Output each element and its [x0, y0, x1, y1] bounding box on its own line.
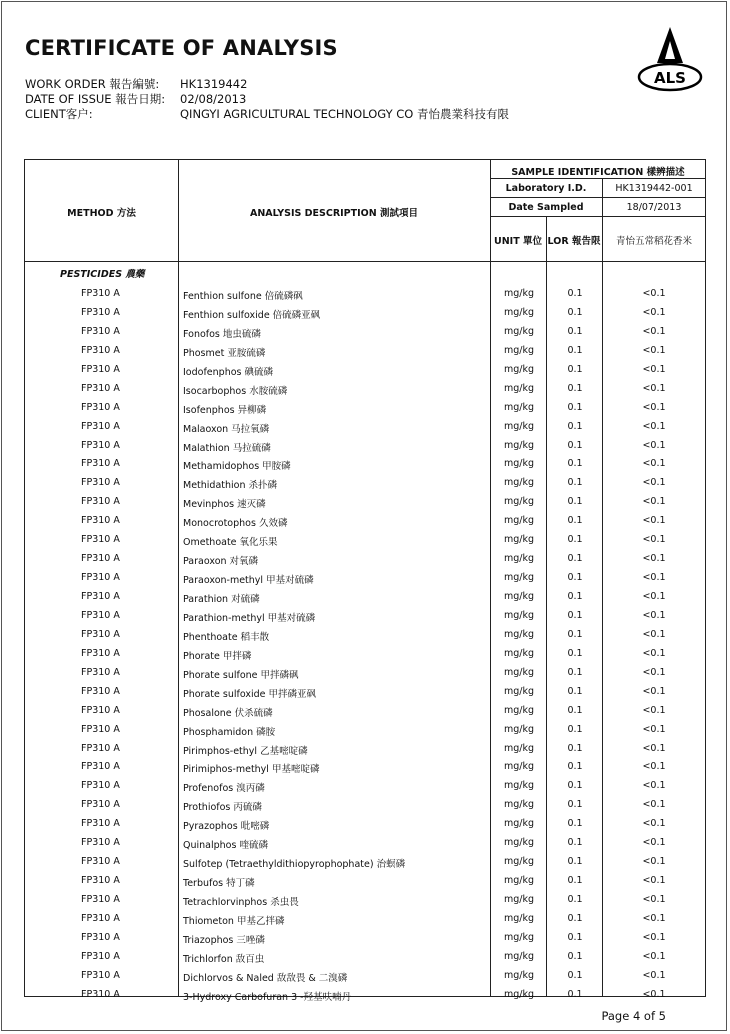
work-order-label: WORK ORDER 報告編號:: [25, 77, 160, 91]
date-sampled-label: Date Sampled: [508, 202, 584, 213]
row-description: Thiometon 甲基乙拌磷: [183, 915, 285, 927]
table-row: [25, 873, 705, 892]
row-lor: 0.1: [567, 477, 583, 489]
row-method: FP310 A: [81, 363, 120, 375]
row-unit: mg/kg: [503, 420, 535, 432]
row-description: Omethoate 氧化乐果: [183, 537, 278, 549]
table-row: [25, 456, 705, 475]
row-unit: mg/kg: [503, 515, 535, 527]
table-row: [25, 797, 705, 816]
row-result: <0.1: [642, 344, 666, 356]
row-lor: 0.1: [567, 704, 583, 716]
page-title: CERTIFICATE OF ANALYSIS: [25, 36, 338, 60]
row-description: Tetrachlorvinphos 杀虫畏: [183, 897, 299, 908]
row-lor: 0.1: [567, 685, 583, 697]
row-method: FP310 A: [81, 572, 120, 584]
row-result: <0.1: [642, 704, 666, 716]
row-unit: mg/kg: [503, 818, 535, 830]
row-method: FP310 A: [81, 515, 120, 527]
row-lor: 0.1: [567, 780, 583, 792]
row-lor: 0.1: [567, 496, 583, 508]
row-lor: 0.1: [567, 458, 583, 470]
row-method: FP310 A: [81, 344, 120, 356]
client-value: QINGYI AGRICULTURAL TECHNOLOGY CO 青怡農業科技有限: [180, 107, 510, 121]
row-unit: mg/kg: [503, 761, 535, 773]
row-lor: 0.1: [567, 875, 583, 887]
row-method: FP310 A: [81, 912, 120, 924]
row-method: FP310 A: [81, 875, 120, 887]
row-lor: 0.1: [567, 553, 583, 565]
row-unit: mg/kg: [503, 780, 535, 792]
row-result: <0.1: [642, 723, 666, 735]
row-result: <0.1: [642, 458, 666, 470]
row-method: FP310 A: [81, 723, 120, 735]
table-row: [25, 589, 705, 608]
row-description: Fonofos 地虫硫磷: [183, 328, 261, 340]
row-description: 3-Hydroxy Carbofuran 3 -羟基呋喃丹: [183, 991, 352, 1003]
table-row: [25, 608, 705, 627]
work-order-value: HK1319442: [180, 77, 248, 91]
row-result: <0.1: [642, 875, 666, 887]
table-row: [25, 305, 705, 324]
row-description: Parathion 对硫磷: [183, 594, 260, 605]
row-unit: mg/kg: [503, 799, 535, 811]
row-lor: 0.1: [567, 363, 583, 375]
row-description: Pirimphos-ethyl 乙基嘧啶磷: [183, 745, 308, 757]
client-label: CLIENT客户:: [25, 107, 93, 121]
row-method: FP310 A: [81, 950, 120, 962]
logo-text: ALS: [654, 69, 686, 87]
table-row: [25, 759, 705, 778]
als-logo: [637, 25, 703, 95]
row-description: Phosphamidon 磷胺: [183, 726, 276, 738]
row-description: Iodofenphos 碘硫磷: [183, 366, 273, 378]
row-lor: 0.1: [567, 534, 583, 546]
row-unit: mg/kg: [503, 742, 535, 754]
row-unit: mg/kg: [503, 572, 535, 584]
row-unit: mg/kg: [503, 685, 535, 697]
row-lor: 0.1: [567, 439, 583, 451]
row-method: FP310 A: [81, 647, 120, 659]
row-result: <0.1: [642, 420, 666, 432]
table-row: [25, 778, 705, 797]
row-description: Phosmet 亚胺硫磷: [183, 347, 266, 359]
row-lor: 0.1: [567, 420, 583, 432]
row-unit: mg/kg: [503, 666, 535, 678]
row-unit: mg/kg: [503, 628, 535, 640]
row-method: FP310 A: [81, 609, 120, 621]
row-result: <0.1: [642, 439, 666, 451]
row-description: Phorate 甲拌磷: [183, 650, 252, 662]
row-lor: 0.1: [567, 912, 583, 924]
date-of-issue-value: 02/08/2013: [180, 92, 247, 106]
row-description: Phenthoate 稻丰散: [183, 631, 270, 643]
row-lor: 0.1: [567, 306, 583, 318]
row-result: <0.1: [642, 666, 666, 678]
row-unit: mg/kg: [503, 837, 535, 849]
row-description: Trichlorfon 敌百虫: [183, 953, 265, 965]
work-order-line: [25, 76, 247, 92]
row-unit: mg/kg: [503, 477, 535, 489]
row-result: <0.1: [642, 761, 666, 773]
row-unit: mg/kg: [503, 306, 535, 318]
table-row: [25, 494, 705, 513]
lor-header: LOR 報告限: [547, 236, 601, 247]
table-row: [25, 646, 705, 665]
row-unit: mg/kg: [503, 401, 535, 413]
row-method: FP310 A: [81, 288, 120, 299]
table-row: [25, 722, 705, 741]
row-method: FP310 A: [81, 458, 120, 470]
row-unit: mg/kg: [503, 496, 535, 508]
row-method: FP310 A: [81, 761, 120, 773]
row-method: FP310 A: [81, 534, 120, 546]
row-unit: mg/kg: [503, 344, 535, 356]
row-unit: mg/kg: [503, 950, 535, 962]
table-row: [25, 684, 705, 703]
row-method: FP310 A: [81, 818, 120, 830]
page-number: Page 4 of 5: [601, 1009, 666, 1023]
row-result: <0.1: [642, 894, 666, 905]
results-rows: [25, 286, 705, 1006]
row-lor: 0.1: [567, 931, 583, 943]
row-unit: mg/kg: [503, 912, 535, 924]
row-result: <0.1: [642, 477, 666, 489]
row-unit: mg/kg: [503, 325, 535, 337]
date-of-issue-line: [25, 91, 246, 107]
row-unit: mg/kg: [503, 856, 535, 868]
row-description: Triazophos 三唑磷: [183, 934, 265, 946]
row-lor: 0.1: [567, 609, 583, 621]
row-unit: mg/kg: [503, 534, 535, 546]
row-method: FP310 A: [81, 742, 120, 754]
row-result: <0.1: [642, 969, 666, 981]
row-lor: 0.1: [567, 647, 583, 659]
row-lor: 0.1: [567, 818, 583, 830]
row-description: Prothiofos 丙硫磷: [183, 802, 262, 814]
row-lor: 0.1: [567, 401, 583, 413]
row-lor: 0.1: [567, 799, 583, 811]
row-result: <0.1: [642, 818, 666, 830]
row-result: <0.1: [642, 609, 666, 621]
row-method: FP310 A: [81, 969, 120, 981]
table-row: [25, 419, 705, 438]
row-lor: 0.1: [567, 950, 583, 962]
row-description: Terbufos 特丁磷: [183, 878, 255, 890]
row-unit: mg/kg: [503, 553, 535, 565]
table-row: [25, 949, 705, 968]
section-pesticides: PESTICIDES 農藥: [60, 269, 145, 280]
row-result: <0.1: [642, 685, 666, 697]
date-sampled-value: 18/07/2013: [626, 202, 682, 213]
row-lor: 0.1: [567, 837, 583, 849]
row-unit: mg/kg: [503, 988, 535, 1000]
table-row: [25, 343, 705, 362]
row-method: FP310 A: [81, 931, 120, 943]
date-of-issue-label: DATE OF ISSUE 報告日期:: [25, 92, 166, 106]
row-description: Monocrotophos 久效磷: [183, 518, 288, 530]
row-lor: 0.1: [567, 572, 583, 584]
table-row: [25, 551, 705, 570]
sample-name: 青怡五常稻花香米: [615, 236, 692, 247]
row-description: Quinalphos 喹硫磷: [183, 840, 268, 852]
row-method: FP310 A: [81, 837, 120, 849]
row-lor: 0.1: [567, 515, 583, 527]
row-result: <0.1: [642, 837, 666, 849]
laboratory-id-value: HK1319442-001: [615, 183, 693, 194]
row-method: FP310 A: [81, 988, 120, 1000]
method-header: METHOD 方法: [67, 208, 136, 219]
row-method: FP310 A: [81, 420, 120, 432]
row-result: <0.1: [642, 950, 666, 962]
row-unit: mg/kg: [503, 723, 535, 735]
row-result: <0.1: [642, 628, 666, 640]
table-row: [25, 513, 705, 532]
row-result: <0.1: [642, 572, 666, 584]
row-description: Pirimiphos-methyl 甲基嘧啶磷: [183, 764, 320, 776]
unit-header: UNIT 單位: [494, 236, 542, 247]
row-result: <0.1: [642, 856, 666, 868]
table-row: [25, 930, 705, 949]
row-description: Isocarbophos 水胺硫磷: [183, 385, 288, 397]
row-result: <0.1: [642, 306, 666, 318]
row-method: FP310 A: [81, 685, 120, 697]
row-lor: 0.1: [567, 591, 583, 602]
row-result: <0.1: [642, 553, 666, 565]
row-method: FP310 A: [81, 306, 120, 318]
row-unit: mg/kg: [503, 591, 535, 602]
row-description: Sulfotep (Tetraethyldithiopyrophophate) 治螟磷: [183, 859, 406, 871]
row-description: Parathion-methyl 甲基对硫磷: [183, 612, 316, 624]
table-row: [25, 532, 705, 551]
row-unit: mg/kg: [503, 288, 535, 299]
row-lor: 0.1: [567, 628, 583, 640]
row-description: Dichlorvos & Naled 敌敌畏 & 二溴磷: [183, 972, 348, 984]
table-row: [25, 987, 705, 1006]
row-result: <0.1: [642, 325, 666, 337]
row-lor: 0.1: [567, 723, 583, 735]
row-result: <0.1: [642, 591, 666, 602]
table-row: [25, 381, 705, 400]
row-description: Methamidophos 甲胺磷: [183, 461, 291, 473]
row-result: <0.1: [642, 534, 666, 546]
row-description: Mevinphos 速灭磷: [183, 499, 266, 511]
row-unit: mg/kg: [503, 969, 535, 981]
row-unit: mg/kg: [503, 894, 535, 905]
table-row: [25, 324, 705, 343]
row-result: <0.1: [642, 382, 666, 394]
row-description: Fenthion sulfoxide 倍硫磷亚砜: [183, 309, 321, 321]
row-unit: mg/kg: [503, 363, 535, 375]
row-lor: 0.1: [567, 288, 583, 299]
table-row: [25, 703, 705, 722]
table-row: [25, 911, 705, 930]
row-unit: mg/kg: [503, 875, 535, 887]
row-result: <0.1: [642, 799, 666, 811]
row-method: FP310 A: [81, 325, 120, 337]
row-method: FP310 A: [81, 553, 120, 565]
row-lor: 0.1: [567, 742, 583, 754]
row-lor: 0.1: [567, 666, 583, 678]
row-method: FP310 A: [81, 496, 120, 508]
row-description: Profenofos 溴丙磷: [183, 783, 265, 795]
analysis-description-header: ANALYSIS DESCRIPTION 測試項目: [250, 208, 418, 219]
row-lor: 0.1: [567, 344, 583, 356]
row-method: FP310 A: [81, 894, 120, 905]
row-description: Pyrazophos 吡嘧磷: [183, 821, 270, 833]
row-lor: 0.1: [567, 894, 583, 905]
row-unit: mg/kg: [503, 647, 535, 659]
row-description: Phorate sulfoxide 甲拌磷亚砜: [183, 688, 317, 700]
row-method: FP310 A: [81, 477, 120, 489]
row-description: Phorate sulfone 甲拌磷砜: [183, 669, 299, 681]
row-result: <0.1: [642, 647, 666, 659]
table-row: [25, 362, 705, 381]
table-row: [25, 816, 705, 835]
row-unit: mg/kg: [503, 458, 535, 470]
row-unit: mg/kg: [503, 609, 535, 621]
row-method: FP310 A: [81, 439, 120, 451]
row-description: Isofenphos 异柳磷: [183, 404, 267, 416]
row-method: FP310 A: [81, 382, 120, 394]
row-method: FP310 A: [81, 780, 120, 792]
row-lor: 0.1: [567, 382, 583, 394]
table-row: [25, 741, 705, 760]
table-row: [25, 438, 705, 457]
row-method: FP310 A: [81, 628, 120, 640]
row-result: <0.1: [642, 931, 666, 943]
table-row: [25, 570, 705, 589]
row-result: <0.1: [642, 515, 666, 527]
row-lor: 0.1: [567, 856, 583, 868]
row-description: Malaoxon 马拉氧磷: [183, 423, 270, 435]
table-row: [25, 835, 705, 854]
row-result: <0.1: [642, 742, 666, 754]
row-unit: mg/kg: [503, 931, 535, 943]
row-method: FP310 A: [81, 799, 120, 811]
table-row: [25, 968, 705, 987]
row-lor: 0.1: [567, 761, 583, 773]
table-row: [25, 892, 705, 911]
row-result: <0.1: [642, 496, 666, 508]
table-row: [25, 286, 705, 305]
row-description: Paraoxon-methyl 甲基对硫磷: [183, 575, 314, 587]
row-lor: 0.1: [567, 969, 583, 981]
row-description: Malathion 马拉硫磷: [183, 442, 271, 454]
row-method: FP310 A: [81, 666, 120, 678]
row-method: FP310 A: [81, 856, 120, 868]
row-method: FP310 A: [81, 401, 120, 413]
row-result: <0.1: [642, 401, 666, 413]
row-description: Methidathion 杀扑磷: [183, 480, 278, 492]
row-unit: mg/kg: [503, 382, 535, 394]
row-result: <0.1: [642, 363, 666, 375]
row-lor: 0.1: [567, 325, 583, 337]
table-row: [25, 627, 705, 646]
row-lor: 0.1: [567, 988, 583, 1000]
row-result: <0.1: [642, 780, 666, 792]
table-row: [25, 400, 705, 419]
client-line: [25, 106, 509, 122]
row-description: Fenthion sulfone 倍硫磷砜: [183, 291, 303, 302]
table-row: [25, 854, 705, 873]
row-unit: mg/kg: [503, 439, 535, 451]
table-row: [25, 475, 705, 494]
laboratory-id-label: Laboratory I.D.: [505, 183, 587, 194]
row-unit: mg/kg: [503, 704, 535, 716]
row-result: <0.1: [642, 988, 666, 1000]
results-table: [24, 159, 706, 1003]
row-method: FP310 A: [81, 704, 120, 716]
row-description: Paraoxon 对氧磷: [183, 556, 259, 568]
row-description: Phosalone 伏杀硫磷: [183, 707, 273, 719]
sample-identification-header: SAMPLE IDENTIFICATION 樣辨描述: [511, 167, 685, 178]
row-result: <0.1: [642, 912, 666, 924]
row-result: <0.1: [642, 288, 666, 299]
row-method: FP310 A: [81, 591, 120, 602]
table-row: [25, 665, 705, 684]
